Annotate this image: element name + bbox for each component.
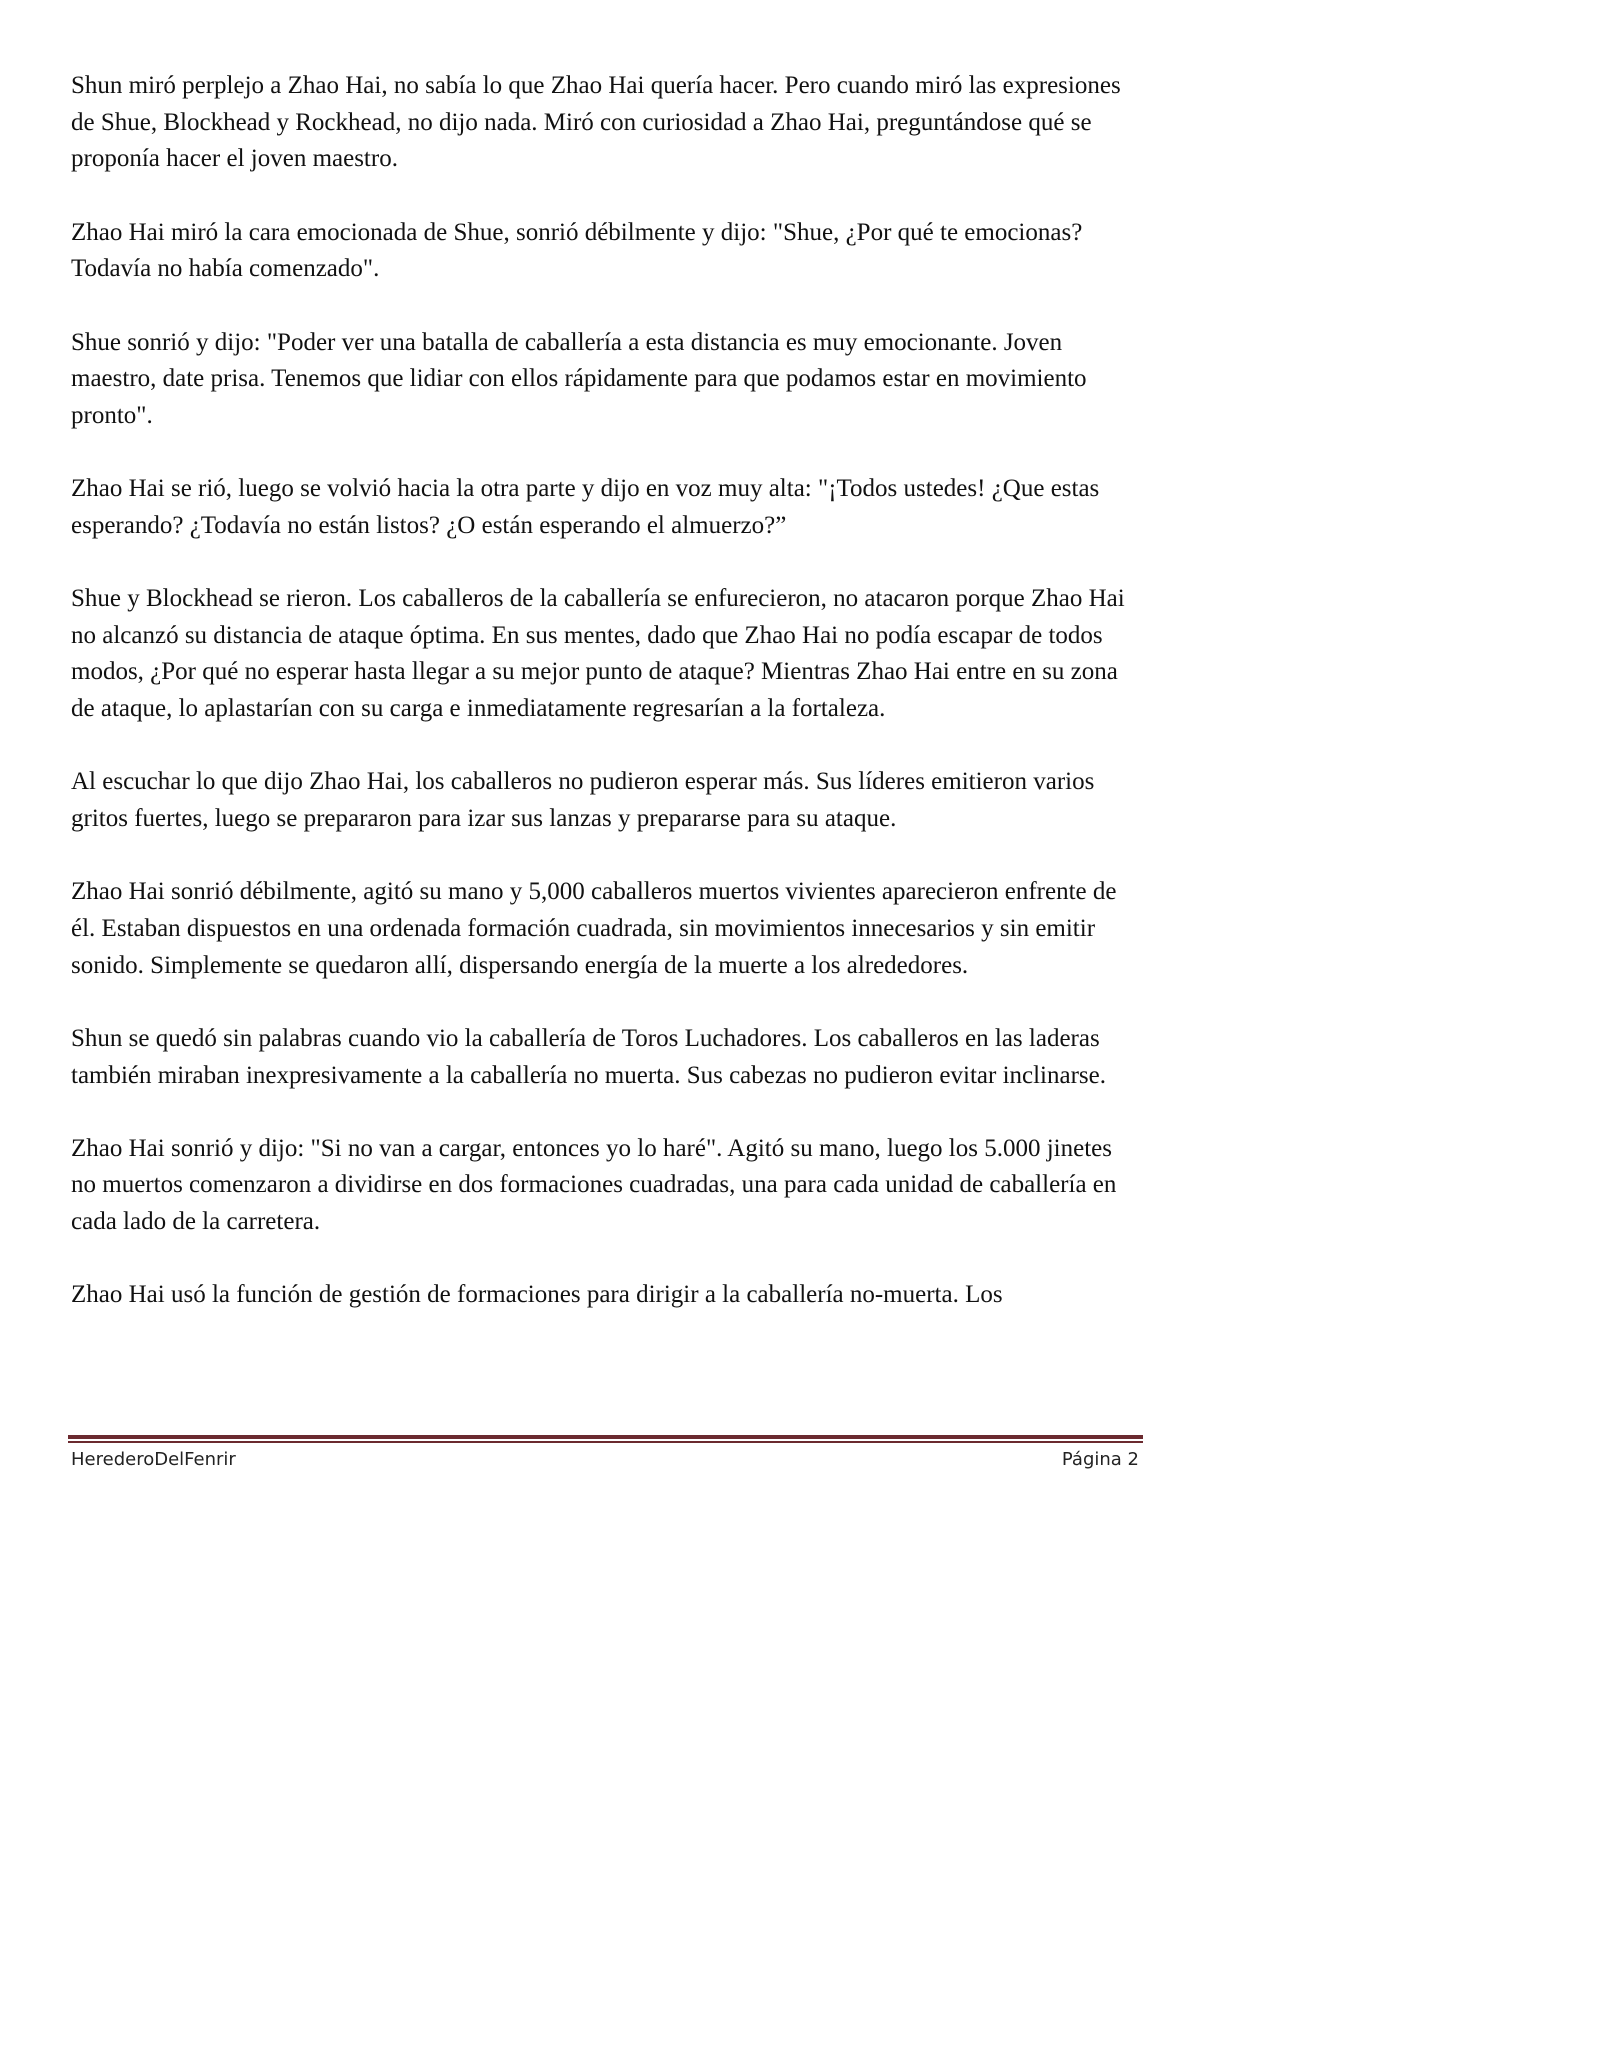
footer-author: HerederoDelFenrir (71, 1449, 236, 1470)
footer-page-number: Página 2 (1061, 1449, 1139, 1470)
paragraph: Zhao Hai sonrió y dijo: "Si no van a cargar, entonces yo lo haré". Agitó su mano, luego los 5.000 jinetes no muertos comenzaron a dividirse en dos formaciones cuadradas, una para cada unidad de caballería en cada lado de la carretera. (71, 1134, 1117, 1236)
paragraph: Shun se quedó sin palabras cuando vio la caballería de Toros Luchadores. Los caballeros en las laderas también miraban inexpresivamente a la caballería no muerta. Sus cabezas no pudieron evitar inclinarse. (71, 1024, 1106, 1089)
paragraph: Al escuchar lo que dijo Zhao Hai, los caballeros no pudieron esperar más. Sus líderes emitieron varios gritos fuertes, luego se prepararon para izar sus lanzas y prepararse para su ataque. (71, 768, 1095, 833)
paragraph: Shue y Blockhead se rieron. Los caballeros de la caballería se enfurecieron, no atacaron porque Zhao Hai no alcanzó su distancia de ataque óptima. En sus mentes, dado que Zhao Hai no podía escapar de todos modos, ¿Por qué no esperar hasta llegar a su mejor punto de ataque? Mientras Zhao Hai entre en su zona de ataque, lo aplastarían con su carga e inmediatamente regresarían a la fortaleza. (71, 585, 1125, 723)
paragraph: Zhao Hai miró la cara emocionada de Shue, sonrió débilmente y dijo: "Shue, ¿Por qué te emocionas? Todavía no había comenzado". (71, 218, 1083, 283)
footer-rule-thick (68, 1435, 1143, 1439)
paragraph: Zhao Hai usó la función de gestión de formaciones para dirigir a la caballería no-muerta. Los (71, 1281, 1003, 1309)
footer-rule (68, 1435, 1143, 1444)
footer-rule-thin (68, 1441, 1143, 1443)
paragraph: Shun miró perplejo a Zhao Hai, no sabía lo que Zhao Hai quería hacer. Pero cuando miró las expresiones de Shue, Blockhead y Rockhead, no dijo nada. Miró con curiosidad a Zhao Hai, preguntándose qué se proponía hacer el joven maestro. (71, 72, 1121, 173)
paragraph: Zhao Hai se rió, luego se volvió hacia la otra parte y dijo en voz muy alta: "¡Todos ustedes! ¿Que estas esperando? ¿Todavía no están listos? ¿O están esperando el almuerzo?” (71, 475, 1100, 539)
paragraph: Zhao Hai sonrió débilmente, agitó su mano y 5,000 caballeros muertos vivientes aparecieron enfrente de él. Estaban dispuestos en una ordenada formación cuadrada, sin movimientos innecesarios y sin emitir sonido. Simplemente se quedaron allí, dispersando energía de la muerte a los alrededores. (71, 878, 1117, 979)
document-body (71, 68, 1143, 1351)
paragraph: Shue sonrió y dijo: "Poder ver una batalla de caballería a esta distancia es muy emocionante. Joven maestro, date prisa. Tenemos que lidiar con ellos rápidamente para que podamos estar en movimiento pronto". (71, 328, 1087, 429)
